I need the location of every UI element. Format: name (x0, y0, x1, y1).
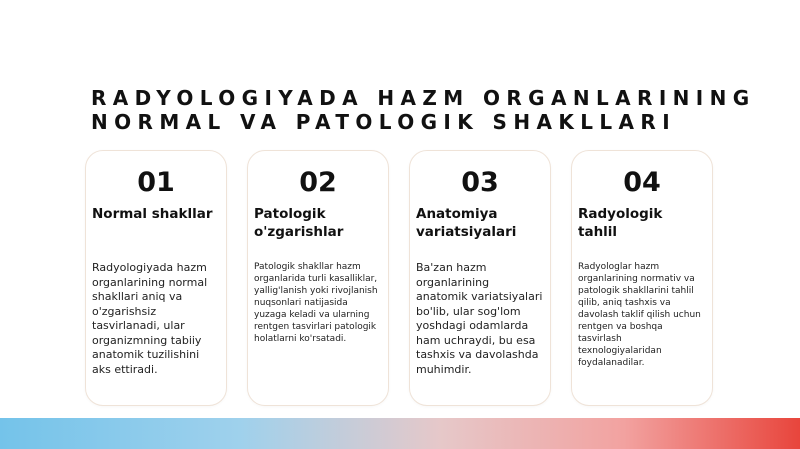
gradient-footer-bar (0, 418, 800, 449)
card-anatomiya-variatsiyalari (409, 150, 551, 406)
card-number: 04 (623, 167, 661, 198)
slide-title-line-2: NORMAL VA PATOLOGIK SHAKLLARI (91, 110, 677, 134)
card-heading: Patologik o'zgarishlar (254, 206, 344, 240)
slide-title (91, 86, 771, 134)
card-text: Patologik shakllar hazm organlarida turli kasalliklar, yallig'lanish yoki rivojlanish nuqsonlari natijasida yuzaga keladi va ularning rentgen tasvirlari patologik holatlarni ko'rsatadi. (254, 262, 378, 344)
card-heading: Anatomiya variatsiyalari (416, 206, 517, 240)
card-number: 02 (299, 167, 337, 198)
slide-title-line-1: RADYOLOGIYADA HAZM ORGANLARINING (91, 86, 756, 110)
card-text: Radyologiyada hazm organlarining normal shakllari aniq va o'zgarishsiz tasvirlanadi, ular organizmning tabiiy anatomik tuzilishini aks ettiradi. (92, 261, 208, 376)
card-text: Radyologlar hazm organlarining normativ va patologik shakllarini tahlil qilib, aniq tashxis va davolash taklif qilish uchun rentgen va boshqa tasvirlash texnologiyalaridan foydalanadilar. (578, 262, 701, 368)
card-patologik-ozgarishlar (247, 150, 389, 406)
card-number: 01 (137, 167, 175, 198)
card-heading: Radyologik tahlil (578, 206, 663, 240)
card-number: 03 (461, 167, 499, 198)
card-radyologik-tahlil (571, 150, 713, 406)
card-normal-shakllar (85, 150, 227, 406)
card-text: Ba'zan hazm organlarining anatomik variatsiyalari bo'lib, ular sog'lom yoshdagi odamlarda ham uchraydi, bu esa tashxis va davolashda muhimdir. (416, 261, 543, 376)
card-heading: Normal shakllar (92, 206, 213, 222)
